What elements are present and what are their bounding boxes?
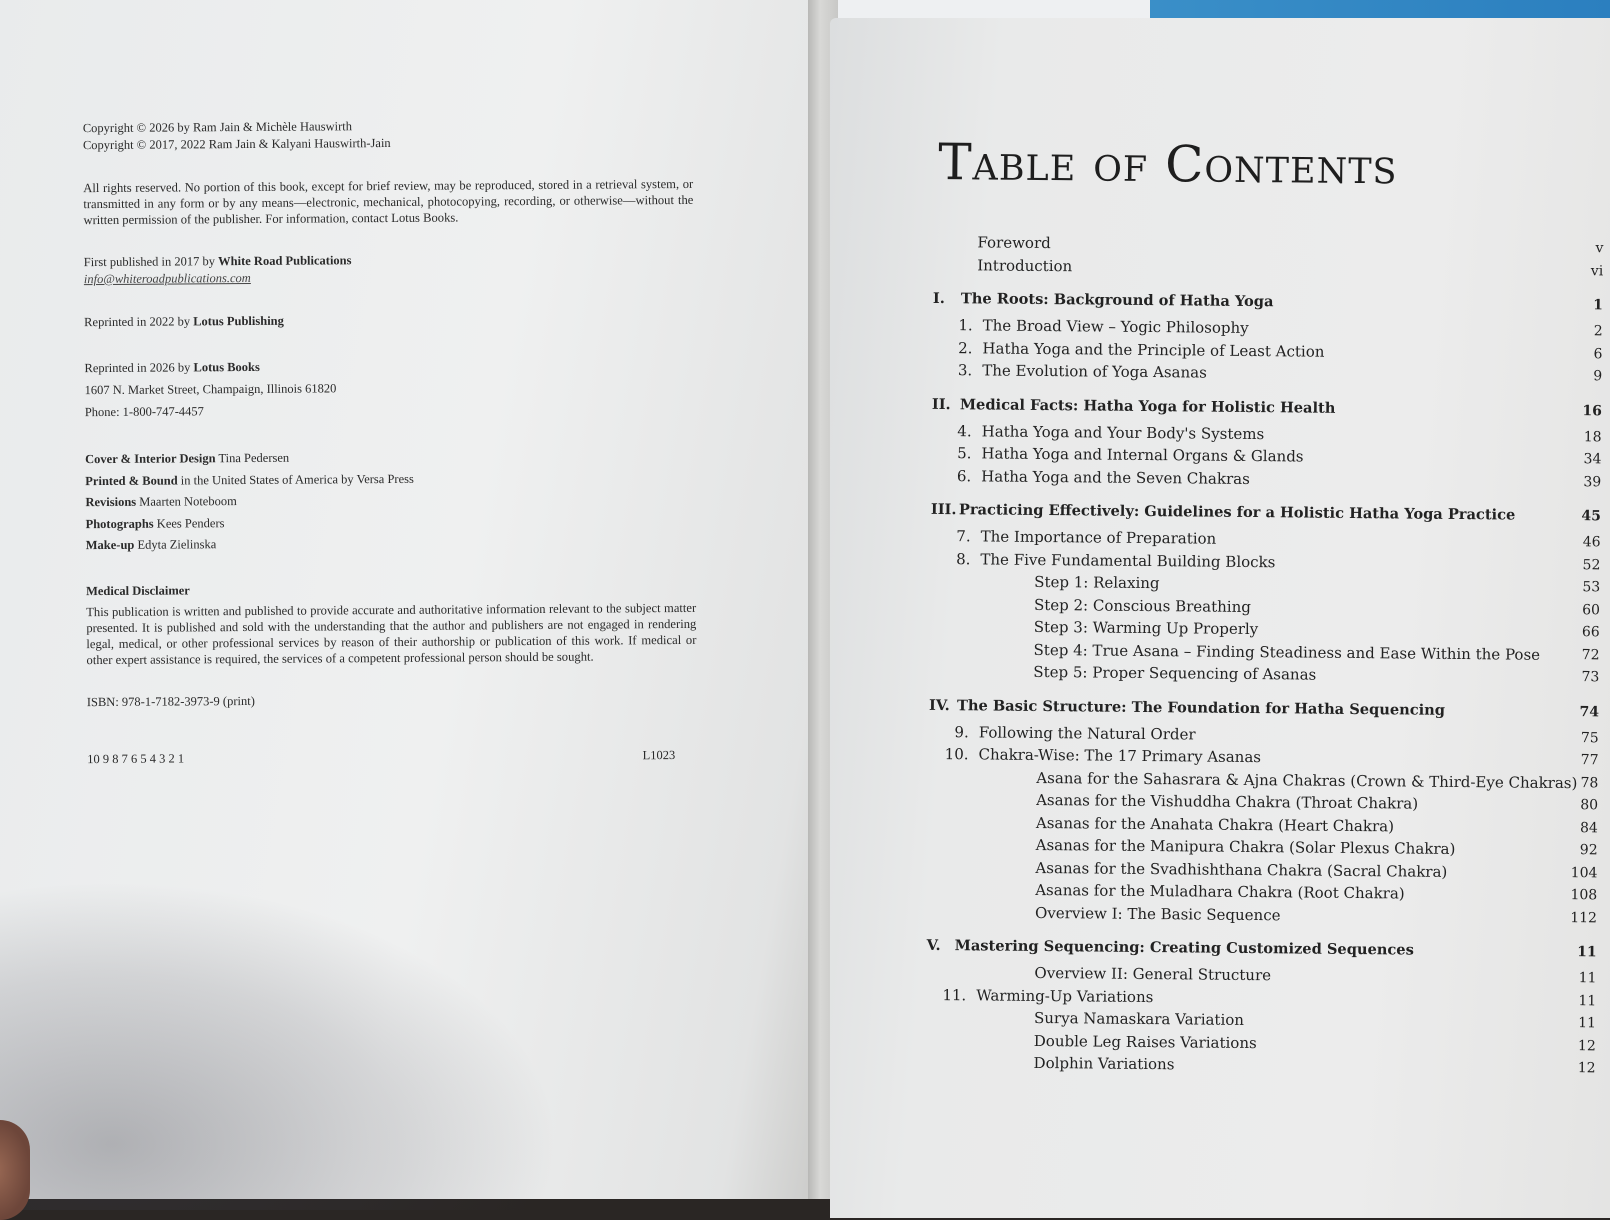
toc-entry-title: The Importance of Preparation	[980, 527, 1217, 548]
toc-entry-number: 8.	[956, 549, 971, 568]
toc-entry-title: Hatha Yoga and Internal Organs & Glands	[981, 444, 1304, 466]
copyright-line: Copyright © 2026 by Ram Jain & Michèle Hauswirth	[82, 119, 353, 136]
disclaimer-text: This publication is written and published to provide accurate and authoritative information relevant to the subject matter presented. It is published and sold with the understanding that the author and publishers are not engaged in rendering legal, medical, or other professional services by reason of their authorship or publication of this work. If medical or other expert assistance is required, the services of a competent professional person should be sought.	[86, 600, 697, 667]
toc-entry-page: 72	[1581, 646, 1600, 663]
toc-entry-title: Chakra-Wise: The 17 Primary Asanas	[978, 745, 1262, 767]
toc-entry-title: The Broad View – Yogic Philosophy	[982, 316, 1249, 337]
publisher-phone: Phone: 1-800-747-4457	[84, 404, 204, 420]
toc-entry-page: 108	[1570, 887, 1598, 904]
toc-entry-page: 1	[1593, 297, 1603, 314]
toc-entry-page: 66	[1581, 624, 1600, 641]
toc-entry-page: 6	[1593, 345, 1603, 362]
toc-entry-title: Overview II: General Structure	[1034, 963, 1272, 985]
first-published-prefix: First published in 2017 by	[83, 254, 219, 270]
toc-entry-number: 2.	[958, 338, 973, 357]
toc-entry-page: 18	[1583, 428, 1602, 445]
toc-entry-page: 16	[1582, 402, 1602, 419]
credit-role: Photographs	[85, 516, 154, 531]
reprint-2022-publisher: Lotus Publishing	[193, 313, 284, 329]
credit-role: Make-up	[85, 537, 135, 553]
credit-line	[86, 531, 696, 557]
toc-entry-title: Step 1: Relaxing	[1034, 572, 1160, 593]
toc-entry-title: Following the Natural Order	[978, 722, 1196, 743]
medical-disclaimer	[86, 578, 697, 667]
toc-entry-page: 84	[1579, 819, 1598, 836]
toc-entry-title: Dolphin Variations	[1033, 1053, 1175, 1074]
copyright-notice	[83, 116, 693, 154]
toc-entry-number: 11.	[942, 985, 967, 1004]
toc-entry-title: Foreword	[977, 233, 1051, 253]
credit-role: Printed & Bound	[85, 472, 178, 488]
toc-entry-number: II.	[931, 395, 951, 413]
toc-entry-page: vi	[1590, 262, 1604, 279]
toc-entry-title: Asanas for the Manipura Chakra (Solar Plexus Chakra)	[1035, 835, 1456, 858]
first-published-publisher: White Road Publications	[218, 253, 352, 269]
toc-entry	[929, 660, 1600, 689]
toc-entry-page: 2	[1593, 323, 1603, 340]
toc-list	[926, 231, 1604, 1080]
toc-entry-title: Hatha Yoga and Your Body's Systems	[981, 421, 1265, 443]
credit-name: Maarten Noteboom	[136, 494, 237, 509]
toc-entry-page: 80	[1580, 797, 1599, 814]
publisher-email-link[interactable]: info@whiteroadpublications.com	[83, 270, 251, 287]
toc-entry-number: I.	[932, 289, 945, 308]
toc-entry-title: Step 5: Proper Sequencing of Asanas	[1033, 662, 1317, 684]
toc-entry	[932, 359, 1603, 388]
toc-entry-title: Asanas for the Anahata Chakra (Heart Chakra)	[1035, 813, 1395, 835]
print-number-line: 10 9 8 7 6 5 4 3 2 1	[87, 750, 185, 766]
toc-entry-title: Surya Namaskara Variation	[1033, 1008, 1245, 1029]
page-title: Table of Contents	[937, 132, 1398, 196]
toc-entry-number: 10.	[944, 745, 969, 764]
toc-entry-title: Step 2: Conscious Breathing	[1033, 595, 1251, 616]
toc-entry-number: III.	[930, 500, 957, 519]
toc-entry-page: 46	[1582, 534, 1601, 551]
credit-name: in the United States of America by Versa Press	[177, 471, 414, 487]
toc-entry-page: 75	[1580, 729, 1599, 746]
toc-entry-number: 9.	[954, 722, 969, 741]
toc-entry-title: Medical Facts: Hatha Yoga for Holistic Health	[959, 395, 1336, 417]
printing-line	[87, 732, 697, 767]
credit-role: Revisions	[85, 494, 137, 510]
toc-entry-page: 92	[1579, 842, 1598, 859]
toc-entry-page: 34	[1583, 451, 1602, 468]
credits	[85, 445, 696, 557]
toc-entry-title: Overview I: The Basic Sequence	[1034, 903, 1281, 924]
toc-entry-page: 12	[1577, 1037, 1596, 1054]
toc-entry-title: The Roots: Background of Hatha Yoga	[960, 290, 1274, 311]
toc-entry	[931, 464, 1602, 493]
credit-role: Cover & Interior Design	[85, 451, 216, 467]
toc-entry-page: 74	[1579, 703, 1600, 720]
reprint-2026	[84, 353, 694, 423]
toc-entry-title: Practicing Effectively: Guidelines for a Holistic Hatha Yoga Practice	[958, 501, 1516, 524]
toc-entry-number: IV.	[928, 696, 950, 714]
toc-entry-page: 78	[1580, 774, 1599, 791]
toc-entry-page: 52	[1582, 556, 1601, 573]
toc-entry-page: 53	[1582, 579, 1601, 596]
toc-entry-number: 4.	[957, 421, 972, 440]
toc-entry-title: Asanas for the Svadhishthana Chakra (Sacral Chakra)	[1035, 858, 1448, 881]
finger	[0, 1120, 30, 1220]
copyright-page-content	[83, 116, 698, 768]
reprint-2026-publisher: Lotus Books	[193, 359, 260, 375]
credit-name: Edyta Zielinska	[134, 537, 217, 552]
toc-entry-title: Double Leg Raises Variations	[1033, 1031, 1257, 1052]
toc-entry-page: 45	[1581, 508, 1601, 525]
toc-entry-number: 3.	[957, 361, 973, 380]
toc-entry	[926, 1051, 1596, 1080]
rights-paragraph: All rights reserved. No portion of this book, except for brief review, may be reproduced, stored in a retrieval system, or transmitted in any form or by any means—electronic, mechanical, photocopying, recording, or otherwise—without the written permission of the publisher. For information, contact Lotus Books.	[83, 176, 694, 228]
first-published	[84, 250, 694, 288]
toc-entry-page: 60	[1582, 601, 1601, 618]
toc-entry-page: 104	[1570, 864, 1598, 881]
toc-entry-title: Introduction	[977, 255, 1073, 275]
print-code: L1023	[642, 747, 676, 762]
toc-entry-number: 1.	[958, 316, 973, 335]
toc-entry-number: 7.	[956, 527, 971, 546]
reprint-2022	[84, 310, 694, 331]
table-of-contents-page	[830, 18, 1610, 1218]
toc-entry-title: Asanas for the Muladhara Chakra (Root Chakra)	[1035, 880, 1405, 903]
reprint-2022-prefix: Reprinted in 2022 by	[84, 314, 194, 330]
toc-entry-title: Warming-Up Variations	[976, 985, 1154, 1006]
reprint-2026-prefix: Reprinted in 2026 by	[84, 360, 194, 376]
toc-entry	[933, 253, 1604, 282]
toc-entry-title: Step 4: True Asana – Finding Steadiness and Ease Within the Pose	[1033, 640, 1541, 664]
toc-entry-page: 73	[1581, 669, 1600, 686]
toc-entry-page: 9	[1593, 368, 1603, 385]
toc-entry-title: Mastering Sequencing: Creating Customized Sequences	[954, 937, 1414, 959]
toc-entry-title: Asanas for the Vishuddha Chakra (Throat Chakra)	[1036, 790, 1419, 813]
toc-entry-number: 6.	[956, 466, 972, 485]
toc-entry-title: Asana for the Sahasrara & Ajna Chakras (Crown & Third-Eye Chakras)	[1036, 768, 1578, 792]
credit-name: Kees Penders	[153, 515, 225, 531]
toc-entry-number: V.	[926, 936, 941, 955]
toc-entry-title: The Evolution of Yoga Asanas	[982, 361, 1207, 382]
toc-entry-page: 112	[1570, 909, 1598, 926]
toc-entry-number: 5.	[957, 444, 972, 463]
toc-entry-title: Hatha Yoga and the Seven Chakras	[981, 466, 1250, 488]
toc-entry-page: 11	[1578, 970, 1597, 987]
isbn: ISBN: 978-1-7182-3973-9 (print)	[86, 693, 255, 709]
toc-entry-page: v	[1595, 240, 1604, 257]
toc-entry	[927, 900, 1598, 929]
toc-entry-title: Hatha Yoga and the Principle of Least Action	[982, 338, 1325, 361]
toc-entry-page: 11	[1577, 944, 1597, 961]
toc-entry-page: 39	[1583, 473, 1602, 490]
credit-name: Tina Pedersen	[215, 450, 290, 466]
toc-entry-title: The Basic Structure: The Foundation for Hatha Sequencing	[956, 696, 1446, 719]
toc-entry-page: 11	[1578, 1015, 1597, 1032]
toc-entry-page: 11	[1578, 992, 1597, 1009]
publisher-address: 1607 N. Market Street, Champaign, Illinois 61820	[84, 381, 337, 398]
toc-entry-title: The Five Fundamental Building Blocks	[980, 549, 1276, 571]
toc-entry-page: 12	[1577, 1060, 1596, 1077]
table-of-contents	[926, 132, 1604, 1080]
toc-entry-page: 77	[1580, 752, 1599, 769]
toc-entry-title: Step 3: Warming Up Properly	[1033, 617, 1259, 639]
disclaimer-heading: Medical Disclaimer	[85, 582, 190, 598]
copyright-line: Copyright © 2017, 2022 Ram Jain & Kalyani Hauswirth-Jain	[82, 135, 391, 153]
